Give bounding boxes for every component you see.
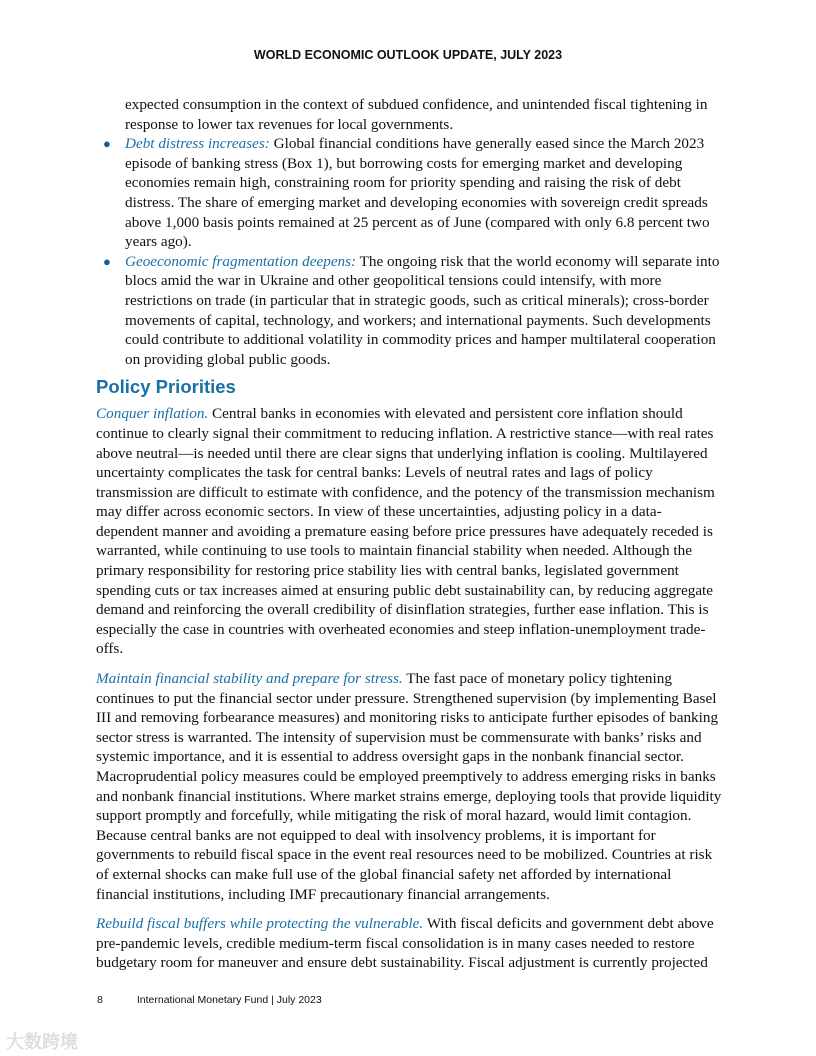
- page-body: [96, 95, 724, 983]
- page-footer: [97, 994, 322, 1006]
- bullet-text: Global financial conditions have generally eased since the March 2023 episode of banking stress (Box 1), but borrowing costs for emerging market and developing economies remain high, constraining room for priority spending and raising the risk of debt distress. The share of emerging market and developing economies with sovereign credit spreads above 1,000 basis points remained at 25 percent as of June (compared with only 6.8 percent two years ago).: [125, 135, 710, 251]
- bullet-lead: Geoeconomic fragmentation deepens:: [125, 252, 357, 270]
- section-heading: Policy Priorities: [96, 376, 236, 398]
- paragraph: [96, 669, 724, 904]
- bullet-icon: ●: [103, 253, 111, 269]
- paragraph-lead: Conquer inflation.: [96, 405, 209, 423]
- bullet-text: The ongoing risk that the world economy will separate into blocs amid the war in Ukraine and other geopolitical tensions could intensify, with more restrictions on trade (in particular that in strategic goods, such as critical minerals); cross-border movements of capital, technology, and workers; and international payments. Such developments could contribute to additional volatility in commodity prices and hamper multilateral cooperation on providing global public goods.: [125, 252, 720, 368]
- paragraph-text: Central banks in economies with elevated and persistent core inflation should continue to clearly signal their commitment to reducing inflation. A restrictive stance—with real rates above neutral—is needed until there are clear signs that underlying inflation is cooling. Multilayered uncertainty complicates the task for central banks: Levels of neutral rates and lags of policy transmission are difficult to estimate with confidence, and the potency of the transmission mechanism may differ across economic sectors. In view of these uncertainties, adjusting policy in a data-dependent manner and avoiding a premature easing before price pressures have adequately receded is warranted, while continuing to use tools to maintain financial stability when needed. Although the primary responsibility for restoring price stability lies with central banks, legislated government spending cuts or tax increases aimed at ensuring public debt sustainability can, by reducing aggregate demand and reinforcing the overall credibility of disinflation strategies, further ease inflation. This is especially the case in countries with overheated economies and steep inflation-unemployment trade-offs.: [96, 405, 715, 658]
- watermark-logo: 大数跨境: [6, 1032, 78, 1053]
- bullet-list: [96, 134, 724, 369]
- paragraph-text: The fast pace of monetary policy tightening continues to put the financial sector under pressure. Strengthened supervision (by implementing Basel III and removing forbearance measures) and monitoring risks to anticipate further episodes of banking sector stress is warranted. The intensity of supervision must be commensurate with banks’ risks and systemic importance, and it is essential to address oversight gaps in the nonbank financial sector. Macroprudential policy measures could be employed preemptively to address emerging risks in banks and nonbank financial institutions. Where market strains emerge, deploying tools that provide liquidity support promptly and forcefully, while mitigating the risk of moral hazard, would limit contagion. Because central banks are not equipped to deal with insolvency problems, it is important for governments to rebuild fiscal space in the event real resources need to be mobilized. Countries at risk of external shocks can make full use of the global financial safety net afforded by international financial institutions, including IMF precautionary financial arrangements.: [96, 670, 722, 903]
- bullet-item: [103, 134, 724, 252]
- paragraph: [96, 914, 724, 973]
- bullet-icon: ●: [103, 136, 111, 152]
- paragraph-lead: Maintain financial stability and prepare for stress.: [96, 670, 403, 688]
- page-number: 8: [97, 994, 103, 1006]
- paragraph-lead: Rebuild fiscal buffers while protecting the vulnerable.: [96, 915, 424, 933]
- bullet-lead: Debt distress increases:: [125, 135, 270, 153]
- paragraph: [96, 404, 724, 659]
- continued-text: expected consumption in the context of subdued confidence, and unintended fiscal tightening in response to lower tax revenues for local governments.: [125, 96, 708, 133]
- footer-source: International Monetary Fund | July 2023: [136, 994, 322, 1006]
- running-header: WORLD ECONOMIC OUTLOOK UPDATE, JULY 2023: [253, 48, 563, 62]
- paragraph-text: With fiscal deficits and government debt above pre-pandemic levels, credible medium-term fiscal consolidation is in many cases needed to restore budgetary room for maneuver and ensure debt sustainability. Fiscal adjustment is currently projected: [96, 915, 714, 972]
- bullet-item: [103, 252, 724, 370]
